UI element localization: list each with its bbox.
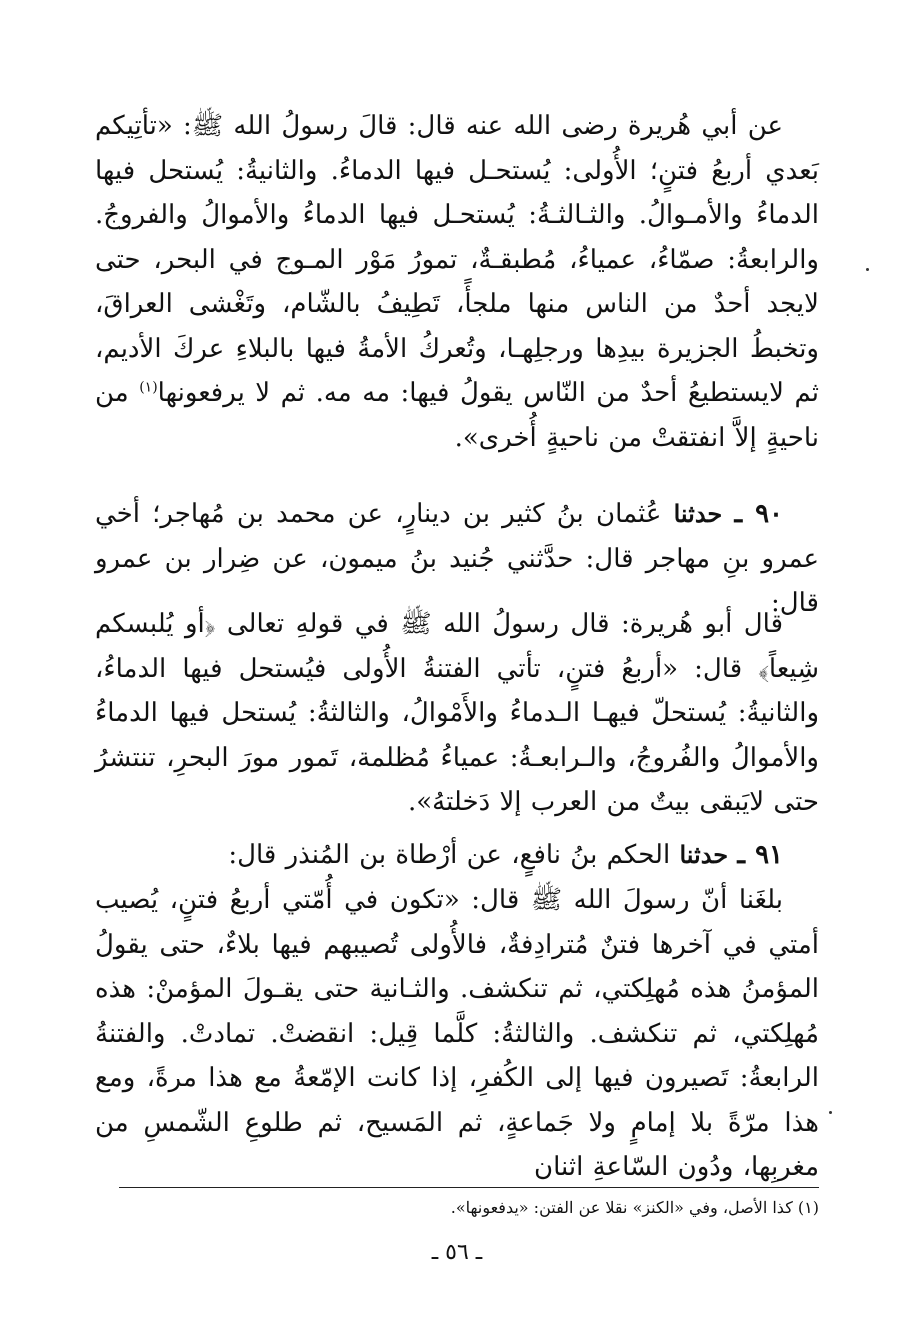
haddathana-keyword: حدثنا xyxy=(679,840,729,869)
paragraph-text: عن أبي هُريرة رضى الله عنه قال: قالَ رسولُ الله ﷺ: «تأتِيكم بَعدي أربعُ فتنٍ؛ الأُولى: يُستحـل فيها الدماءُ. والثانيةُ: يُستحل فيها الدماءُ والأمـوالُ. والثـالثـةُ: يُستحـل فيها الدماءُ والأموالُ والفروجُ. والرابعةُ: صمّاءُ، عمياءُ، مُطبقـةٌ، تمورُ مَوْر المـوج في البحر، حتى لايجد أحدٌ من الناس منها ملجأً، تَطِيفُ بالشّام، وتَغْشى العراقَ، وتخبطُ الجزيرة بيدِها ورجلِهـا، وتُعركُ الأمةُ فيها بالبلاءِ عركَ الأديم، ثم لايستطيعُ أحدٌ من النّاس يقولُ فيها: مه مه. ثم لا يرفعونها$^{(١)}$ من ناحيةٍ إلاَّ انفتقتْ من ناحيةٍ أُخرى». xyxy=(95,111,820,453)
page-number: ـ ٥٦ ـ xyxy=(431,1240,483,1265)
footnote-divider xyxy=(119,1187,819,1188)
scan-speck xyxy=(829,1111,832,1114)
hadith-number: ٩٠ ـ xyxy=(734,499,784,529)
hadith-paragraph-91 xyxy=(95,833,819,878)
hadith-paragraph-3 xyxy=(95,602,819,825)
hadith-paragraph-1 xyxy=(95,104,819,460)
isnad-text: ٩١ ـ حدثنا الحكم بنُ نافعٍ، عن أرْطاة بن المُنذر قال: xyxy=(228,840,783,870)
footnote: (١) كذا الأصل، وفي «الكنز» نقلا عن الفتن: «يدفعونها». xyxy=(450,1198,819,1217)
scan-speck xyxy=(866,268,869,271)
footnote-reference: (١) xyxy=(139,379,158,396)
hadith-number: ٩١ ـ xyxy=(737,840,783,870)
paragraph-text: بلغَنا أنّ رسولَ الله ﷺ قال: «تكون في أُمّتي أربعُ فتنٍ، يُصيب أمتي في آخرها فتنٌ مُترادِفةٌ، فالأُولى تُصيبهم فيها بلاءٌ، حتى يقولُ المؤمنُ هذه مُهلِكتي، ثم تنكشف. والثـانية حتى يقـولَ المؤمنْ: هذه مُهلِكتي، ثم تنكشف. والثالثةُ: كلَّما قِيل: انقضتْ. تمادتْ. والفتنةُ الرابعةُ: تَصيرون فيها إلى الكُفرِ، إذا كانت الإمّعةُ مع هذا مرةً، ومع هذا مرّةً بلا إمامٍ ولا جَماعةٍ، ثم المَسيح، ثم طلوعِ الشّمسِ من مغربِها، ودُون السّاعةِ اثنان xyxy=(95,885,819,1182)
haddathana-keyword: حدثنا xyxy=(673,499,723,528)
paragraph-text: قال أبو هُريرة: قال رسولُ الله ﷺ في قولهِ تعالى ﴿أو يُلبسكم شِيعاً﴾ قال: «أربعُ فتنٍ، تأتي الفتنةُ الأُولى فيُستحل فيها الدماءُ، والثانيةُ: يُستحلّ فيهـا الـدماءُ والأَمْوالُ، والثالثةُ: يُستحل فيها الدماءُ والأموالُ والفُروجُ، والـرابعـةُ: عمياءُ مُظلمة، تَمور مورَ البحرِ، تنتشرُ حتى لايَبقى بيتٌ من العرب إلا دَخلتهُ». xyxy=(95,609,819,817)
isnad-text: ٩٠ ـ حدثنا عُثمان بنُ كثير بن دينارٍ، عن محمد بن مُهاجر؛ أخي عمرو بنِ مهاجر قال: حدَّثني جُنيد بنُ ميمون، عن ضِرار بن عمرو قال: xyxy=(95,499,819,618)
hadith-paragraph-5 xyxy=(95,878,819,1190)
